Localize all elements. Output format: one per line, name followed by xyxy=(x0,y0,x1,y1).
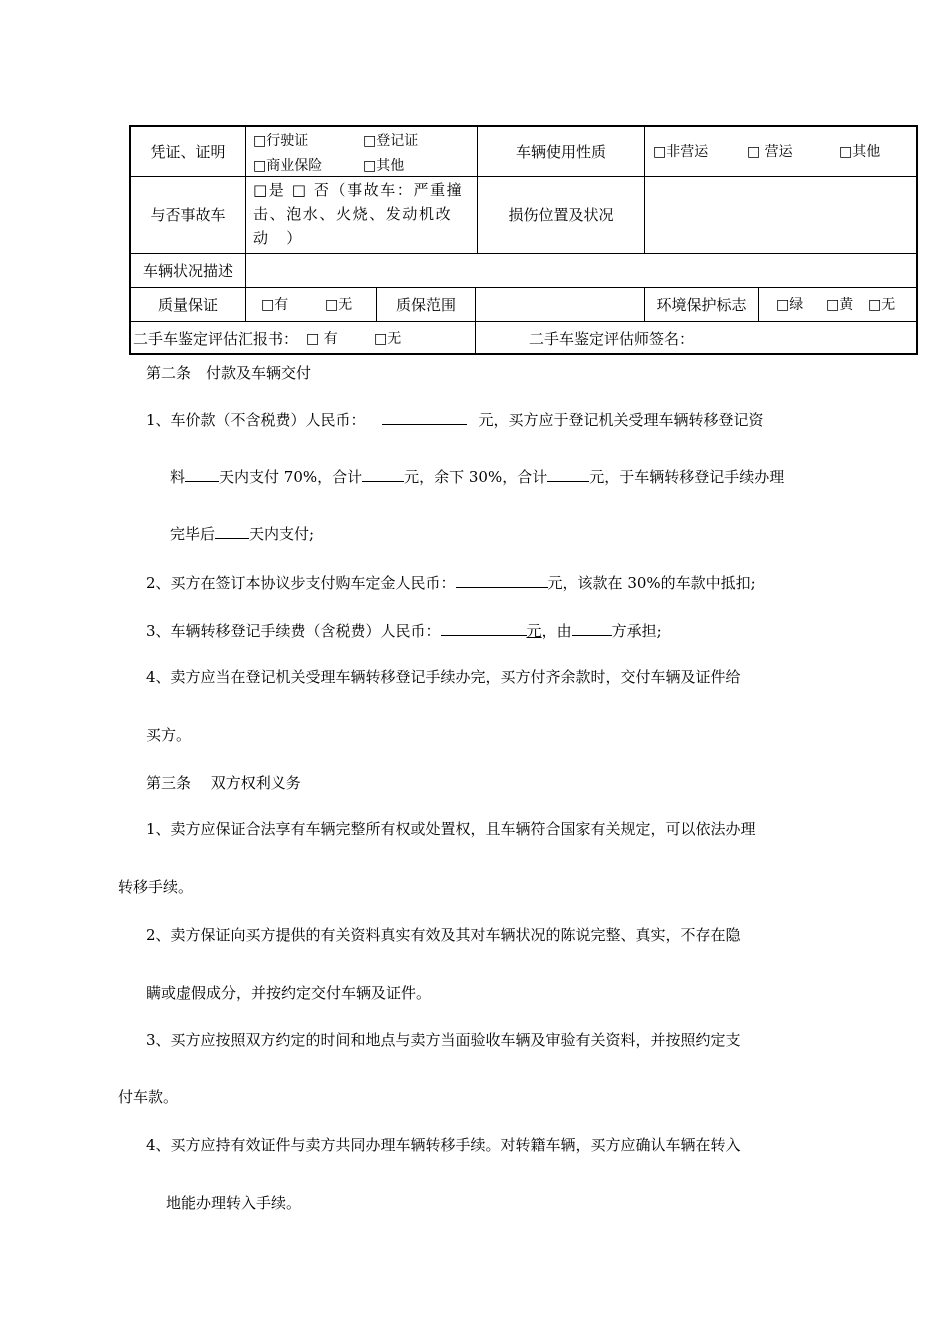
checkbox-warranty-yes[interactable]: □有 xyxy=(261,296,289,313)
accident-line-1[interactable]: □是 □ 否（事故车：严重撞 xyxy=(253,181,464,199)
env-label: 环境保护标志 xyxy=(656,295,747,314)
table-rule xyxy=(758,287,759,321)
article-3-title: 第三条 双方权利义务 xyxy=(146,774,301,792)
damage-location-label: 损伤位置及状况 xyxy=(508,206,614,224)
article-2-para-1-line-3: 完毕后 天内支付; xyxy=(170,525,315,543)
checkbox-env-yellow[interactable]: □黄 xyxy=(826,296,854,313)
article-3-para-1-line-1: 1、卖方应保证合法享有车辆完整所有权或处置权，且车辆符合国家有关规定，可以依法办理 xyxy=(146,820,756,838)
warranty-label: 质量保证 xyxy=(157,295,218,314)
warranty-scope-value[interactable] xyxy=(476,288,644,321)
table-rule xyxy=(245,287,246,321)
appraisal-report-row xyxy=(133,322,475,355)
checkbox-usage-other[interactable]: □其他 xyxy=(839,143,881,160)
days-blank-1[interactable] xyxy=(185,467,219,482)
amount-30-blank[interactable] xyxy=(547,467,589,482)
damage-location-value[interactable] xyxy=(645,177,916,253)
article-2-para-4-line-2: 买方。 xyxy=(146,726,192,744)
checkbox-other-credential[interactable]: □其他 xyxy=(363,158,405,174)
checkbox-warranty-no[interactable]: □无 xyxy=(325,296,353,313)
amount-70-blank[interactable] xyxy=(362,467,404,482)
article-3-para-3-line-2: 付车款。 xyxy=(118,1088,179,1106)
credentials-options xyxy=(253,128,477,176)
accident-line-3: 动 ） xyxy=(253,229,303,247)
checkbox-report-no[interactable]: □无 xyxy=(374,330,402,347)
vehicle-condition-label: 车辆状况描述 xyxy=(142,261,233,280)
appraiser-signature-label: 二手车鉴定评估师签名： xyxy=(529,329,695,348)
accident-car-label: 与否事故车 xyxy=(150,206,226,224)
vehicle-condition-value[interactable] xyxy=(246,254,916,287)
checkbox-commercial-insurance[interactable]: □商业保险 xyxy=(253,158,323,174)
usage-nature-label: 车辆使用性质 xyxy=(515,142,606,161)
warranty-options xyxy=(261,288,376,321)
deposit-blank[interactable] xyxy=(456,573,548,588)
fee-party-blank[interactable] xyxy=(572,621,612,636)
credentials-label: 凭证、证明 xyxy=(150,142,226,161)
article-3-para-2-line-2: 瞒或虚假成分，并按约定交付车辆及证件。 xyxy=(146,984,432,1002)
appraisal-report-label: 二手车鉴定评估汇报书： xyxy=(133,329,299,348)
table-rule xyxy=(475,321,476,355)
article-2-para-4-line-1: 4、卖方应当在登记机关受理车辆转移登记手续办完，买方付齐余款时，交付车辆及证件给 xyxy=(146,668,741,686)
accident-line-2: 击、泡水、火烧、发动机改 xyxy=(253,205,453,223)
checkbox-env-none[interactable]: □无 xyxy=(868,296,896,313)
checkbox-non-commercial[interactable]: □非营运 xyxy=(653,143,709,160)
vehicle-info-table xyxy=(129,125,918,355)
price-blank[interactable] xyxy=(382,410,467,425)
table-rule xyxy=(245,127,246,253)
checkbox-commercial[interactable]: □ 营运 xyxy=(747,143,793,160)
accident-car-options xyxy=(253,178,477,252)
article-3-para-4-line-1: 4、买方应持有效证件与卖方共同办理车辆转移手续。对转籍车辆，买方应确认车辆在转入 xyxy=(146,1136,741,1154)
article-3-para-2-line-1: 2、卖方保证向买方提供的有关资料真实有效及其对车辆状况的陈说完整、真实，不存在隐 xyxy=(146,926,741,944)
warranty-scope-label: 质保范围 xyxy=(395,295,456,314)
article-2-para-2: 2、买方在签订本协议步支付购车定金人民币： 元，该款在 30%的车款中抵扣; xyxy=(146,574,756,592)
article-3-para-1-line-2: 转移手续。 xyxy=(118,878,194,896)
checkbox-env-green[interactable]: □绿 xyxy=(776,296,804,313)
env-options xyxy=(776,288,916,321)
article-2-para-1-line-2: 料 天内支付 70%，合计 元，余下 30%，合计 元，于车辆转移登记手续办理 xyxy=(170,468,785,486)
checkbox-registration-cert[interactable]: □登记证 xyxy=(363,133,419,149)
article-3-para-3-line-1: 3、买方应按照双方约定的时间和地点与卖方当面验收车辆及审验有关资料，并按照约定支 xyxy=(146,1031,741,1049)
article-2-para-3: 3、车辆转移登记手续费（含税费）人民币： 元，由 方承担; xyxy=(146,622,662,640)
article-2-title: 第二条 付款及车辆交付 xyxy=(146,364,312,382)
fee-blank[interactable] xyxy=(441,621,527,636)
article-2-para-1-line-1: 1、车价款（不含税费）人民币： 元，买方应于登记机关受理车辆转移登记资 xyxy=(146,411,764,429)
checkbox-driving-license[interactable]: □行驶证 xyxy=(253,133,309,149)
days-blank-2[interactable] xyxy=(215,524,249,539)
checkbox-report-yes[interactable]: □ 有 xyxy=(306,330,338,347)
usage-nature-options xyxy=(653,127,915,176)
article-3-para-4-line-2: 地能办理转入手续。 xyxy=(166,1194,302,1212)
